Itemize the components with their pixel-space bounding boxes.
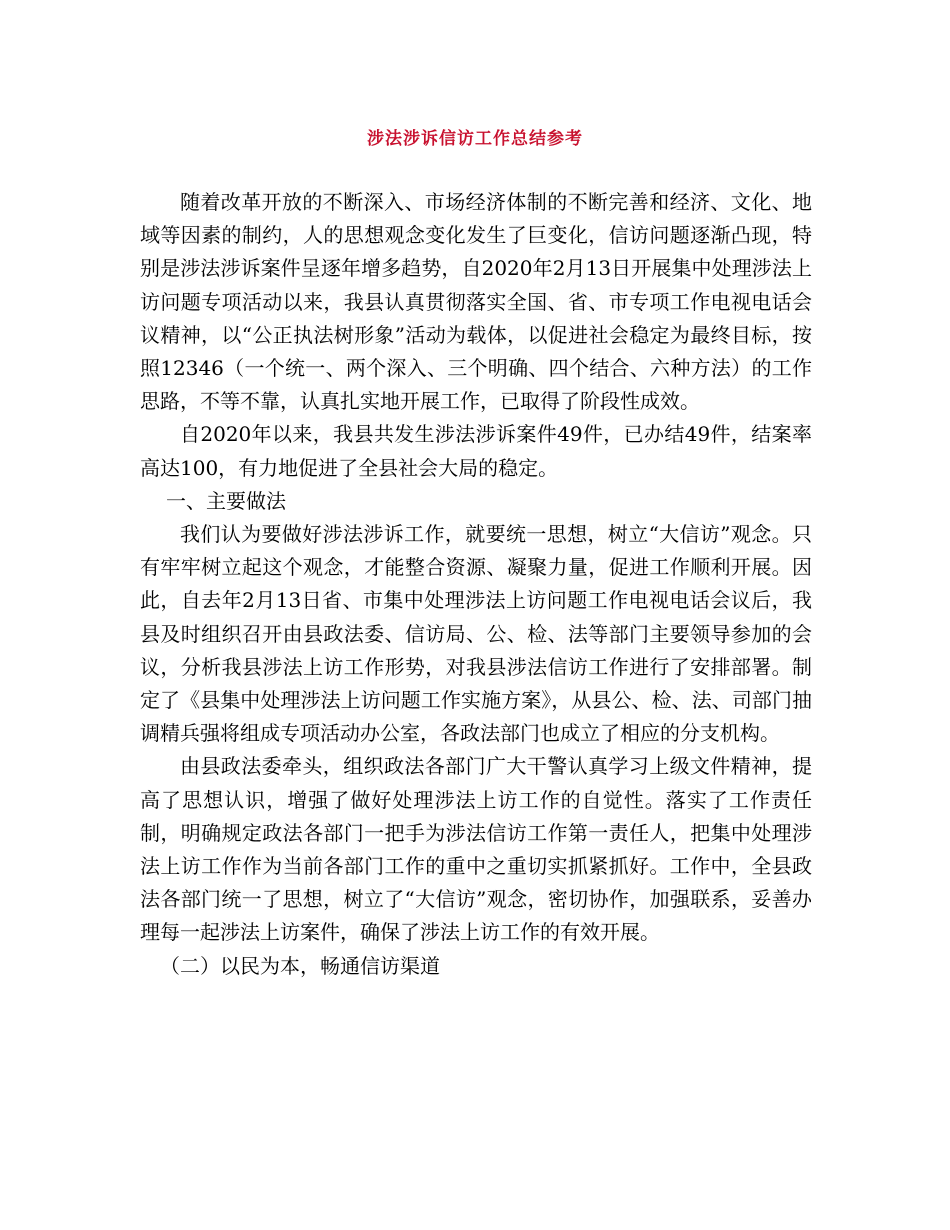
document-title: 涉法涉诉信访工作总结参考 (367, 129, 583, 149)
paragraph-unify-thinking: 我们认为要做好涉法涉诉工作，就要统一思想，树立“大信访”观念。只有牢牢树立起这个观念，才能整合资源、凝聚力量，促进工作顺利开展。因此，自去年2月13日省、市集中处理涉法上访问题工作电视电话会议后，我县及时组织召开由县政法委、信访局、公、检、法等部门主要领导参加的会议，分析我县涉法上访工作形势，对我县涉法信访工作进行了安排部署。制定了《县集中处理涉法上访问题工作实施方案》，从县公、检、法、司部门抽调精兵强将组成专项活动办公室，各政法部门也成立了相应的分支机构。 (140, 522, 812, 746)
paragraph-responsibility: 由县政法委牵头，组织政法各部门广大干警认真学习上级文件精神，提高了思想认识，增强了做好处理涉法上访工作的自觉性。落实了工作责任制，明确规定政法各部门一把手为涉法信访工作第一责任人，把集中处理涉法上访工作作为当前各部门工作的重中之重切实抓紧抓好。工作中，全县政法各部门统一了思想，树立了“大信访”观念，密切协作，加强联系，妥善办理每一起涉法上访案件，确保了涉法上访工作的有效开展。 (140, 754, 812, 945)
document-body (140, 186, 812, 983)
paragraph-intro: 随着改革开放的不断深入、市场经济体制的不断完善和经济、文化、地域等因素的制约，人的思想观念变化发生了巨变化，信访问题逐渐凸现，特别是涉法涉诉案件呈逐年增多趋势，自2020年2月13日开展集中处理涉法上访问题专项活动以来，我县认真贯彻落实全国、省、市专项工作电视电话会议精神，以“公正执法树形象”活动为载体，以促进社会稳定为最终目标，按照12346（一个统一、两个深入、三个明确、四个结合、六种方法）的工作思路，不等不靠，认真扎实地开展工作，已取得了阶段性成效。 (140, 190, 812, 414)
subsection-heading-people-oriented: （二）以民为本，畅通信访渠道 (160, 953, 440, 978)
section-heading-main-practices: 一、主要做法 (166, 488, 286, 513)
paragraph-statistics: 自2020年以来，我县共发生涉法涉诉案件49件，已办结49件，结案率高达100，有力地促进了全县社会大局的稳定。 (140, 422, 812, 480)
